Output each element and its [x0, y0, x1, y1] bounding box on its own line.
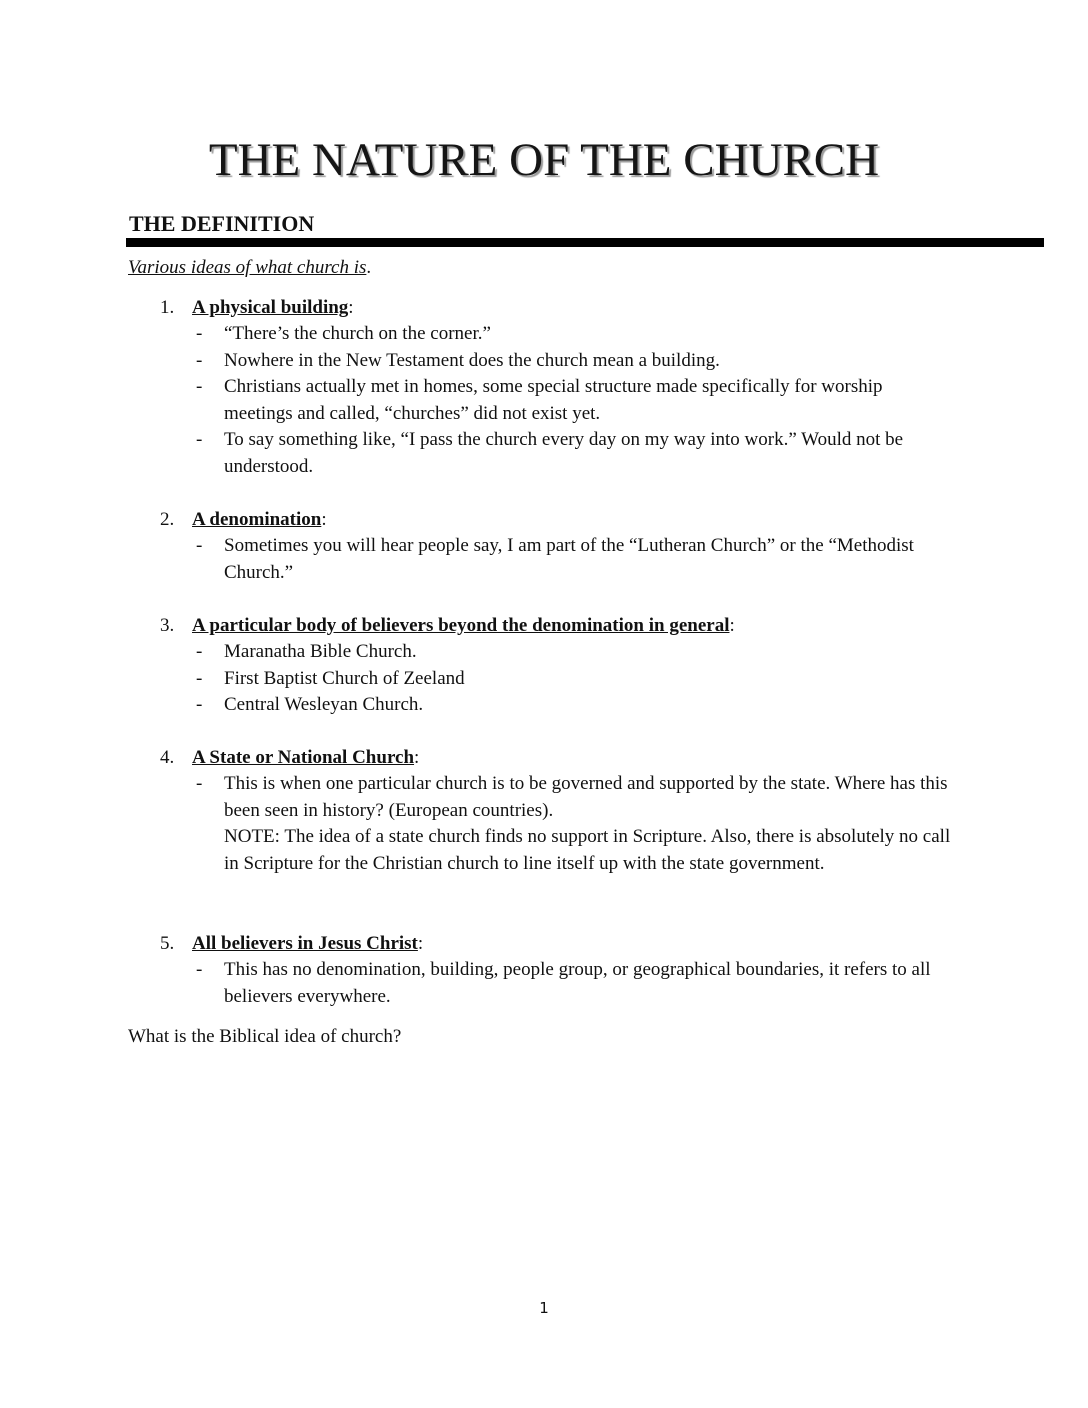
list-item-label: All believers in Jesus Christ — [192, 933, 418, 954]
dash-marker: - — [196, 376, 203, 397]
list-item-label: A physical building — [192, 297, 349, 318]
list-item-number: 1. — [160, 297, 175, 318]
dash-marker: - — [196, 323, 203, 344]
dash-marker: - — [196, 641, 203, 662]
bullet-item — [194, 533, 954, 586]
dash-marker: - — [196, 349, 203, 371]
intro-text: Various ideas of what church is — [128, 257, 367, 278]
bullet-list — [194, 771, 954, 877]
bullet-item — [194, 348, 954, 375]
bullet-list — [194, 639, 954, 719]
list-item-label: A State or National Church — [192, 747, 415, 768]
bullet-item — [194, 692, 954, 719]
list-item-heading — [160, 745, 419, 771]
dash-marker: - — [196, 694, 203, 715]
bullet-list — [194, 321, 954, 480]
page-title: THE NATURE OF THE CHURCH — [208, 134, 880, 186]
bullet-text: “There’s the church on the corner.” — [224, 323, 491, 344]
list-item-label: A denomination — [192, 509, 322, 530]
bullet-item — [194, 321, 954, 348]
list-item-label: A particular body of believers beyond the denomination in general — [192, 615, 730, 636]
list-item-number: 2. — [160, 509, 175, 530]
intro-line — [128, 255, 371, 281]
section-divider — [126, 238, 1044, 247]
list-item-punct: : — [417, 933, 424, 954]
list-item-heading — [160, 295, 354, 321]
bullet-text: Christians actually met in homes, some special structure made specifically for worship meetings and called, “churches” did not exist yet. — [224, 376, 883, 424]
bullet-item — [194, 771, 954, 824]
list-item-number: 4. — [160, 747, 175, 768]
list-item-heading — [160, 931, 423, 957]
list-item-heading — [160, 613, 735, 639]
note-text: NOTE: The idea of a state church finds no support in Scripture. Also, there is absolutely no call in Scripture for the Christian church to line itself up with the state government. — [224, 826, 951, 874]
closing-question: What is the Biblical idea of church? — [128, 1026, 402, 1047]
bullet-item — [194, 666, 954, 693]
bullet-text: Sometimes you will hear people say, I am part of the “Lutheran Church” or the “Methodist Church.” — [224, 535, 914, 583]
list-item-number: 3. — [160, 615, 175, 636]
list-item-punct: : — [414, 747, 420, 768]
bullet-text: To say something like, “I pass the church every day on my way into work.” Would not be understood. — [224, 429, 904, 477]
intro-punct: . — [366, 257, 372, 278]
dash-marker: - — [196, 773, 203, 794]
bullet-list — [194, 533, 954, 586]
list-item-heading — [160, 507, 327, 533]
bullet-text: This is when one particular church is to be governed and supported by the state. Where has this been seen in history? (European countries). — [224, 773, 948, 821]
dash-marker: - — [196, 959, 203, 980]
bullet-item — [194, 374, 954, 427]
dash-marker: - — [196, 667, 203, 689]
page-number: 1 — [539, 1299, 549, 1317]
bullet-item — [194, 639, 954, 666]
bullet-text: First Baptist Church of Zeeland — [224, 667, 465, 689]
list-item-punct: : — [348, 297, 354, 318]
bullet-item — [194, 427, 954, 480]
bullet-text: Central Wesleyan Church. — [224, 694, 424, 715]
bullet-text: Nowhere in the New Testament does the church mean a building. — [224, 349, 720, 371]
bullet-item — [194, 957, 954, 1010]
list-item-number: 5. — [160, 933, 175, 954]
list-item-punct: : — [729, 615, 735, 636]
bullet-text: Maranatha Bible Church. — [224, 641, 417, 662]
dash-marker: - — [196, 429, 203, 450]
dash-marker: - — [196, 535, 203, 556]
section-heading: THE DEFINITION — [129, 211, 315, 236]
bullet-text: This has no denomination, building, people group, or geographical boundaries, it refers to all believers everywhere. — [224, 959, 931, 1007]
list-item-punct: : — [321, 509, 327, 530]
bullet-list — [194, 957, 954, 1010]
